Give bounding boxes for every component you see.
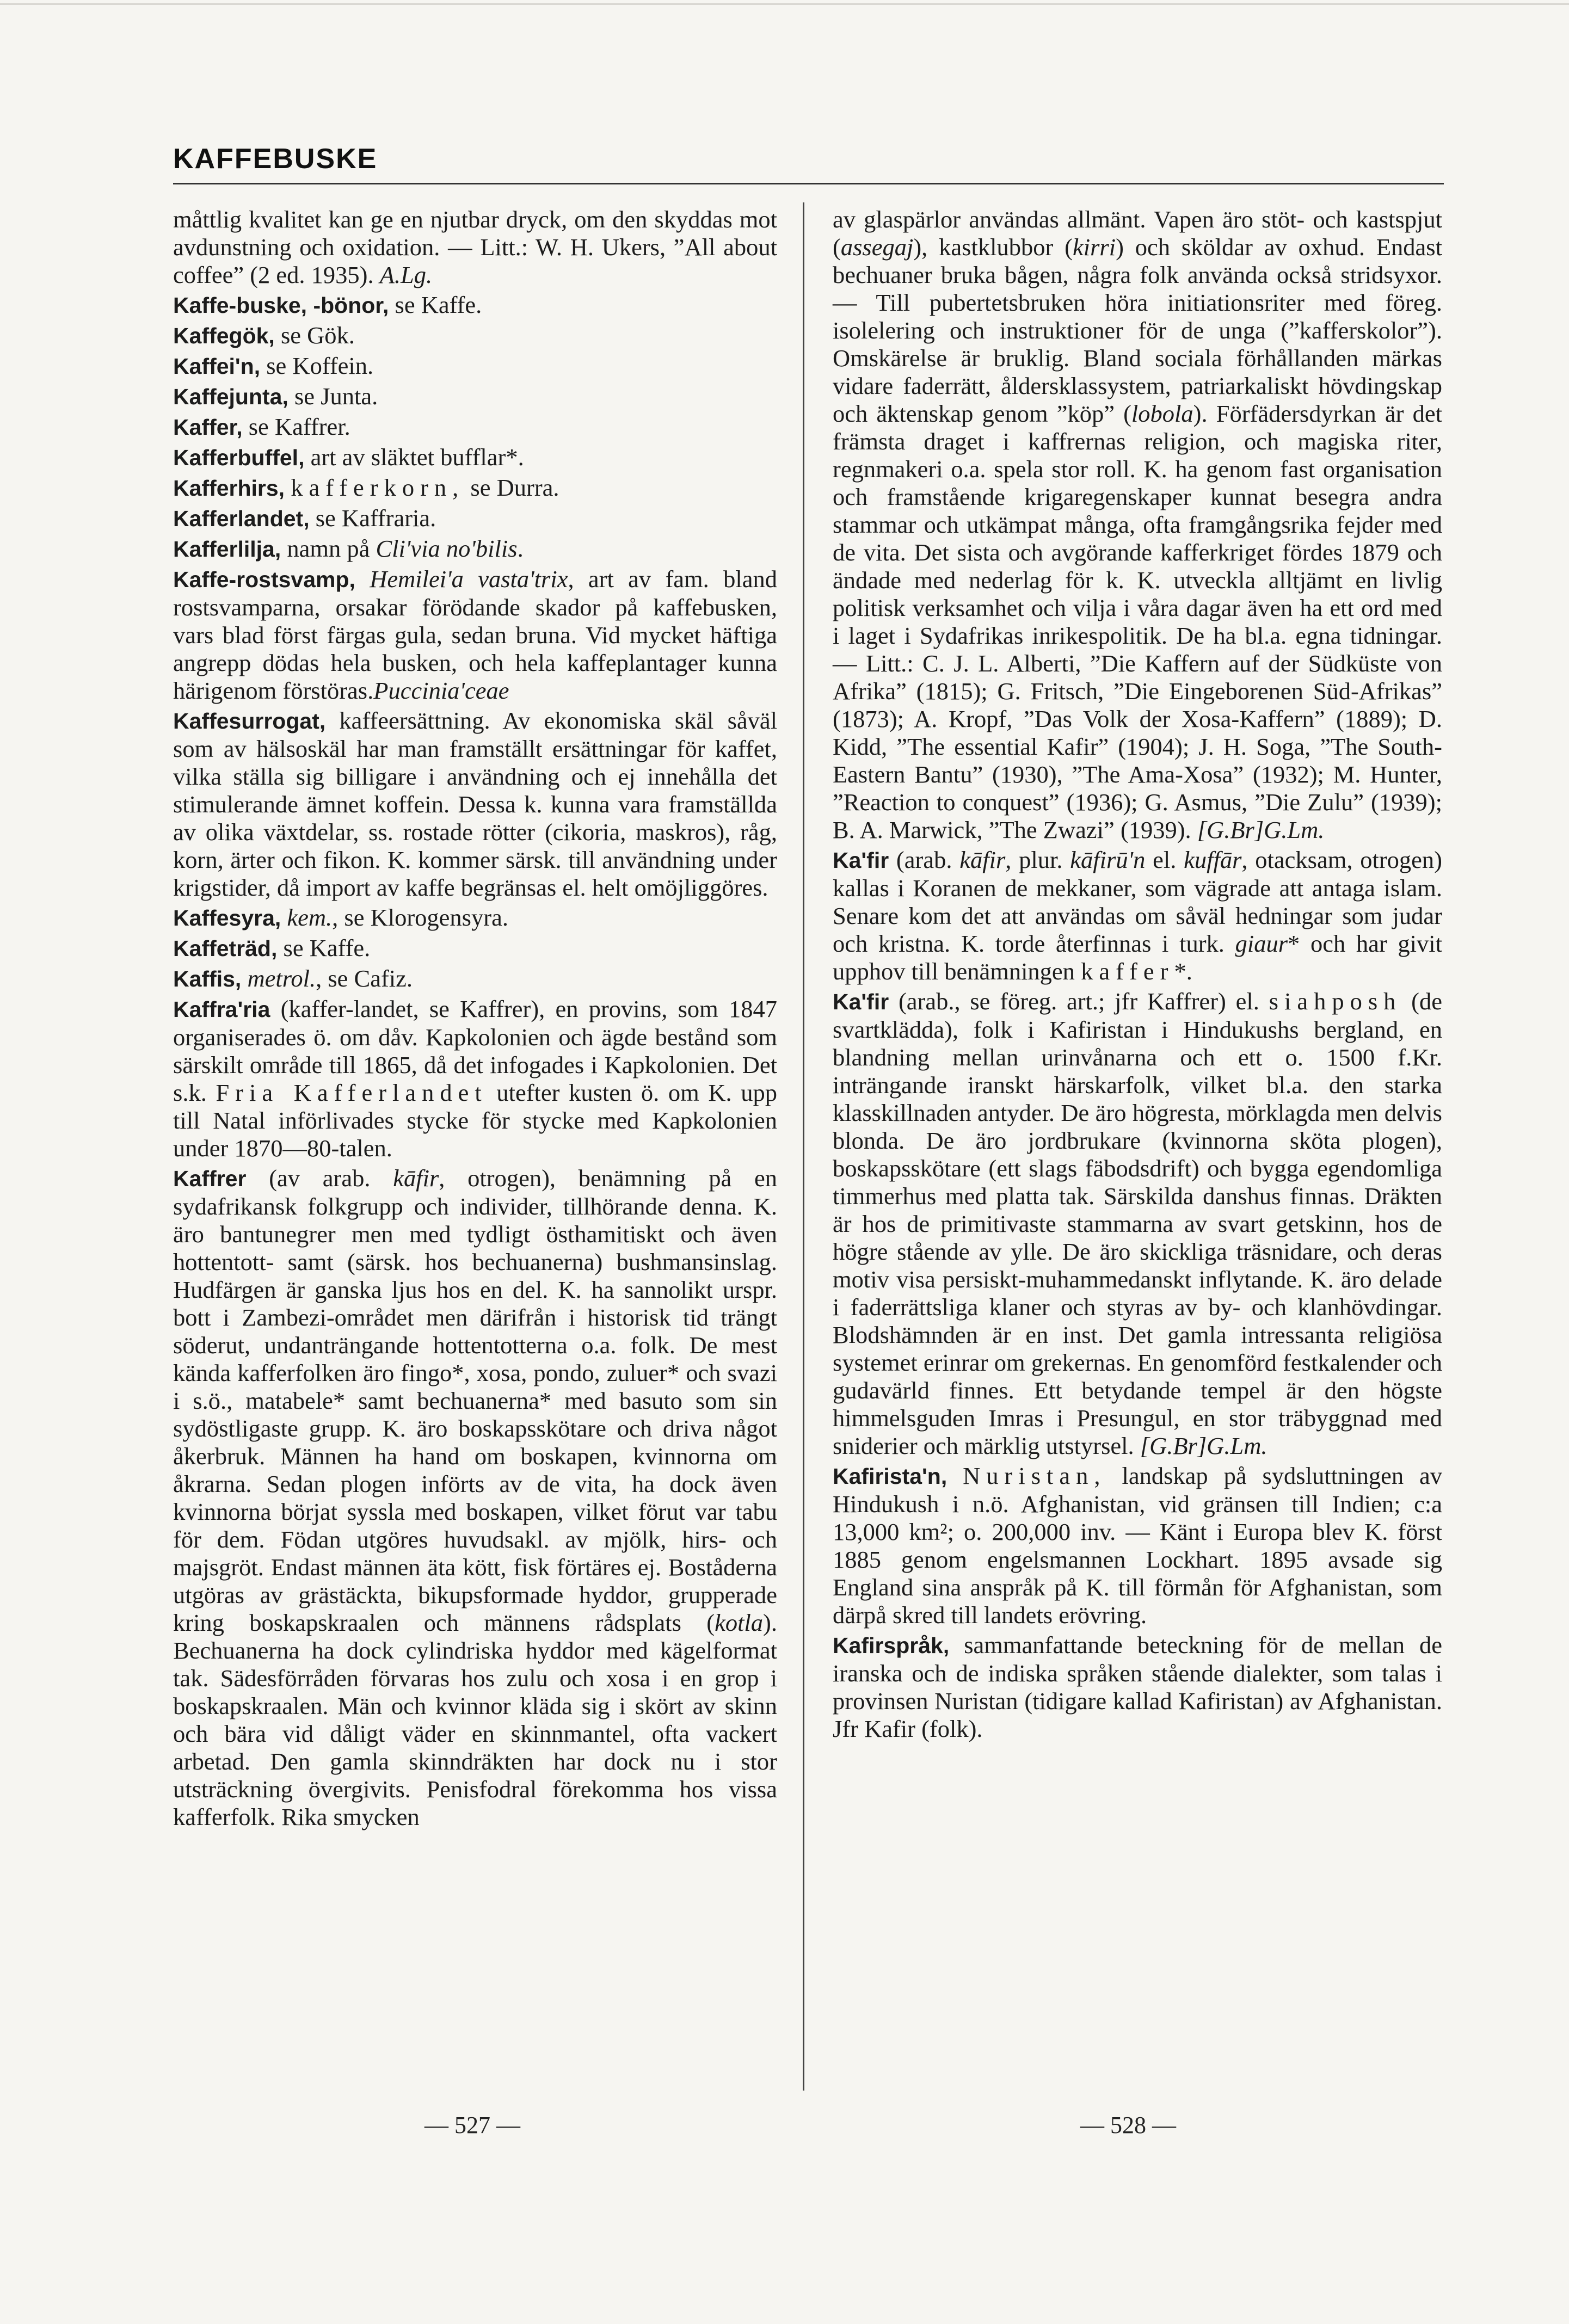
- entry-italic-text: kotla: [715, 1609, 764, 1636]
- entry-spaced-text: siahposh: [1269, 988, 1402, 1015]
- entry-headword: Kaffrer: [173, 1166, 247, 1191]
- entry-text: måttlig kvalitet kan ge en njutbar dryck, om den skyddas mot avdunstning och oxidation. — Litt.: W. H. Ukers, ”All about coffee” (2 ed. 1935).: [173, 206, 777, 288]
- dictionary-entry: [173, 443, 777, 472]
- entry-italic-text: kem.: [287, 904, 333, 931]
- dictionary-entry: [173, 904, 777, 932]
- entry-italic-text: assegaj: [840, 233, 914, 261]
- entry-text: sammanfattande beteckning för de mellan de iranska och de indiska språken stående dialekter, som talas i provinsen Nuristan (tidigare kallad Kafiristan) av Afghanistan. Jfr Kafir (folk).: [833, 1631, 1442, 1742]
- entry-text: ). Förfädersdyrkan är det främsta draget i kaffrernas religion, och magiska riter, regnmakeri o.a. spela stor roll. K. ha genom fast organisation och framstående krigaregenskaper kunnat besegra andra stammar och utkämpat många, ofta framgångsrika fejder med de vita. Det sista och avgörande kafferkriget fördes 1879 och ändade med nederlag för k. K. utveckla alltjämt en livlig politisk verksamhet och vilja i våra dagar även ha ett ord med i laget i Sydafrikas inrikespolitik. De ha bl.a. egna tidningar. — Litt.: C. J. L. Alberti, ”Die Kaffern auf der Südküste von Afrika” (1815); G. Fritsch, ”Die Eingeborenen Süd-Afrikas” (1873); A. Kropf, ”Das Volk der Xosa-Kaffern” (1889); D. Kidd, ”The essential Kafir” (1904); J. H. Soga, ”The South-Eastern Bantu” (1930), ”The Ama-Xosa” (1932); M. Hunter, ”Reaction to conquest” (1936); G. Asmus, ”Die Zulu” (1939); B. A. Marwick, ”The Zwazi” (1939).: [833, 400, 1442, 843]
- entry-headword: Kafirspråk,: [833, 1633, 950, 1658]
- entry-text: se Kaffe.: [389, 291, 482, 318]
- entry-text: el.: [1145, 846, 1184, 873]
- entry-italic-text: Puccinia'ceae: [373, 677, 509, 704]
- entry-text: [285, 474, 291, 501]
- dictionary-entry: [173, 1164, 777, 1831]
- entry-text: se Kaffrer.: [242, 413, 350, 440]
- entry-spaced-text: Nuristan,: [963, 1462, 1106, 1489]
- dictionary-entry: [833, 846, 1442, 985]
- entry-text: [947, 1462, 963, 1489]
- entry-headword: Kafirista'n,: [833, 1464, 947, 1489]
- entry-italic-text: kāfir: [959, 846, 1006, 873]
- entry-text: , art av fam.: [568, 565, 724, 593]
- entry-text: (arab., se föreg. art.; jfr Kaffrer) el.: [889, 988, 1269, 1015]
- entry-text: (de svartklädda), folk i Kafiristan i Hindukushs bergland, en blandning mellan urinvånarna och ett o. 1500 f.Kr. inträngande iranskt härskarfolk, vilket bl.a. den starka klasskillnaden antyder. De äro högresta, mörklagda men delvis blonda. De äro jordbrukare (kvinnorna sköta plogen), boskapsskötare (ett slags fäbodsdrift) och bygga egendomliga timmerhus med platta tak. Särskilda danshus finnas. Dräkten är hos de primitivaste stammarna av svart getskinn, hos de högre stående av ylle. De äro skickliga träsnidare, och deras motiv visa persiskt-muhammedanskt inflytande. K. äro delade i faderrättsliga klaner och styras av by- och klanhövdingar. Blodshämnden är en inst. Det gamla intressanta religiösa systemet erinrar om grekernas. En genomförd festkalender och gudavärld finnes. Ett betydande tempel är den högste himmelsguden Imras i Presungul, en stor träbyggnad med sniderier och märklig utstyrsel.: [833, 988, 1442, 1459]
- entry-italic-text: kirri: [1072, 233, 1116, 261]
- entry-text: kaffeersättning. Av ekonomiska skäl såväl som av hälsoskäl har man framställt ersättningar för kaffet, vilka ställa sig billigare i användning och ej innehålla det stimulerande ämnet koffein. Dessa k. kunna vara framställda av olika växtdelar, ss. rostade rötter (cikoria, maskros), råg, korn, ärter och fikon. K. kommer särsk. till användning under krigstider, då import av kaffe begränsas el. helt omöjliggöres.: [173, 707, 777, 901]
- dictionary-entry: [173, 995, 777, 1162]
- author-signature: A.Lg.: [379, 261, 433, 288]
- entry-text: ) och sköldar av oxhud. Endast bechuaner bruka bågen, några folk använda också stridsyxor. — Till pubertetsbruken höra initiationsriter med föreg. isolelering och instruktioner för de unga (”kafferskolor”). Omskärelse är bruklig. Bland sociala förhållanden märkas vidare faderrätt, åldersklassystem, patriarkaliskt hövdingskap och äktenskap genom ”köp” (: [833, 233, 1442, 427]
- page-number-right: — 528 —: [1080, 2112, 1176, 2138]
- entry-text: *.: [1174, 958, 1192, 985]
- entry-spaced-text: kafferkorn,: [291, 474, 465, 501]
- column-divider: [803, 202, 804, 2091]
- top-edge-rule: [0, 3, 1569, 5]
- entry-spaced-text: kaffer: [1081, 958, 1174, 985]
- entry-text: , plur.: [1005, 846, 1070, 873]
- dictionary-entry: [173, 206, 777, 289]
- entry-text: utefter kusten ö. om K. upp till Natal införlivades stycke för stycke med Kapkolonien under 1870—80-talen.: [173, 1079, 777, 1162]
- dictionary-entry: [173, 383, 777, 411]
- entry-text: se Koffein.: [260, 352, 374, 379]
- entry-text: se Junta.: [288, 383, 378, 410]
- entry-text: [281, 904, 287, 931]
- dictionary-entry: [173, 474, 777, 502]
- entry-italic-text: lobola: [1131, 400, 1193, 427]
- entry-headword: Kaffeträd,: [173, 936, 278, 961]
- entry-text: bland rostsvamparna, orsakar förödande skador på kaffebusken, vars blad först färgas gula, sedan bruna. Vid mycket häftiga angrepp dödas hela busken, och hela kaffeplantager kunna härigenom förstöras.: [173, 565, 777, 704]
- entry-headword: Kaffra'ria: [173, 997, 270, 1022]
- author-signature: [G.Br]G.Lm.: [1197, 816, 1325, 843]
- entry-text: * och har givit upphov till benämningen: [833, 930, 1442, 985]
- entry-italic-text: metrol.: [247, 965, 316, 992]
- header-rule: [173, 183, 1444, 184]
- entry-text: art av släktet bufflar*.: [304, 443, 524, 471]
- running-head: KAFFEBUSKE: [173, 143, 378, 175]
- dictionary-entry: [173, 352, 777, 380]
- dictionary-entry: [173, 504, 777, 533]
- entry-text: , se Cafiz.: [316, 965, 413, 992]
- dictionary-entry: [173, 413, 777, 441]
- entry-text: , otrogen), benämning på en sydafrikansk folkgrupp och individer, tillhörande denna. K. äro bantunegrer men med tydligt östhamitiskt och även hottentott- samt (särsk. hos bechuanerna) bushmansinslag. Hudfärgen är ganska ljus hos en del. K. ha sannolikt urspr. bott i Zambezi-området men därifrån i historisk tid trängt söderut, undanträngande hottentotterna o.a. folk. De mest kända kafferfolken äro fingo*, xosa, pondo, zuluer* och svazi i s.ö., matabele* samt bechuanerna* med basuto som sin sydöstligaste grupp. K. äro boskapsskötare och driva något åkerbruk. Männen ha hand om boskapen, kvinnorna om åkrarna. Sedan plogen införts av de vita, ha dock även kvinnorna börjat syssla med boskapen, vilket förut var tabu för dem. Födan utgöres huvudsakl. av mjölk, hirs- och majsgröt. Endast männen äta kött, fisk förtäres ej. Boståderna utgöras av grästäckta, bikupsformade hyddor, grupperade kring boskapskraalen och männens rådsplats (: [173, 1164, 777, 1636]
- entry-headword: Kaffegök,: [173, 323, 275, 348]
- right-column: [833, 206, 1442, 1743]
- dictionary-entry: [833, 1462, 1442, 1629]
- entry-headword: Kaffesurrogat,: [173, 708, 326, 733]
- entry-headword: Kaffei'n,: [173, 354, 261, 379]
- dictionary-entry: [173, 565, 777, 705]
- dictionary-entry: [173, 707, 777, 902]
- entry-headword: Kafferbuffel,: [173, 445, 305, 470]
- entry-text: [355, 565, 370, 593]
- entry-text: , otacksam, otrogen) kallas i Koranen de mekkaner, som vägrade att antaga islam. Senare kom det att användas om såväl hedningar som judar och kristna. K. torde återfinnas i turk.: [833, 846, 1442, 957]
- dictionary-entry: [173, 934, 777, 963]
- dictionary-entry: [173, 535, 777, 563]
- entry-text: landskap på sydsluttningen av Hindukush i n.ö. Afghanistan, vid gränsen till Indien; c:a 13,000 km²; o. 200,000 inv. — Känt i Europa blev K. först 1885 genom engelsmannen Lockhart. 1895 avsade sig England sina anspråk på K. till förmån för Afghanistan, som därpå skred till landets erövring.: [833, 1462, 1443, 1629]
- dictionary-entry: [833, 1631, 1442, 1743]
- entry-text: (kaffer-landet, se Kaffrer), en provins, som 1847 organiserades ö. om dåv. Kapkolonien och ägde bestånd som särskilt område till 1865, då det infogades i Kapkolonien. Det s.k.: [173, 995, 777, 1106]
- entry-italic-text: kāfir: [393, 1164, 439, 1192]
- entry-text: [241, 965, 247, 992]
- entry-text: (av arab.: [246, 1164, 393, 1192]
- entry-headword: Kaffer,: [173, 415, 243, 440]
- entry-text: ), kastklubbor (: [913, 233, 1073, 261]
- dictionary-entry: [173, 291, 777, 319]
- entry-text: se Kaffe.: [277, 934, 371, 961]
- entry-text: se Durra.: [464, 474, 559, 501]
- dictionary-entry: [173, 965, 777, 993]
- entry-headword: Kaffesyra,: [173, 905, 281, 930]
- page-number-left: — 527 —: [424, 2112, 520, 2138]
- dictionary-entry: [833, 206, 1442, 844]
- entry-text: av glaspärlor användas allmänt. Vapen äro stöt- och kastspjut (: [833, 206, 1442, 261]
- entry-headword: Kafferlandet,: [173, 506, 310, 531]
- entry-text: se Kaffraria.: [309, 504, 436, 532]
- entry-italic-text: kuffār: [1184, 846, 1242, 873]
- entry-headword: Kaffejunta,: [173, 384, 288, 409]
- entry-italic-text: kāfirū'n: [1070, 846, 1146, 873]
- entry-text: , se Klorogensyra.: [332, 904, 508, 931]
- entry-spaced-text: Fria Kafferlandet: [216, 1079, 488, 1106]
- entry-text: .: [517, 535, 524, 562]
- entry-italic-text: Cli'via no'bilis: [376, 535, 518, 562]
- entry-headword: Kafferlilja,: [173, 537, 281, 562]
- author-signature: [G.Br]G.Lm.: [1140, 1432, 1267, 1459]
- entry-headword: Kaffe-rostsvamp,: [173, 567, 355, 592]
- dictionary-entry: [173, 322, 777, 350]
- entry-italic-text: Hemilei'a vasta'trix: [370, 565, 568, 593]
- entry-text: ). Bechuanerna ha dock cylindriska hyddor med kägelformat tak. Sädesförråden förvaras hos zulu och xosa i en grop i boskapskraalen. Män och kvinnor kläda sig i skört av skinn och bära vid dåligt väder en skinnmantel, ofta vackert arbetad. Den gamla skinndräkten har dock nu i stor utsträckning övergivits. Penisfodral förekomma hos vissa kafferfolk. Rika smycken: [173, 1609, 777, 1830]
- entry-text: se Gök.: [274, 322, 355, 349]
- entry-headword: Ka'fir: [833, 989, 889, 1014]
- entry-text: (arab.: [889, 846, 960, 873]
- entry-headword: Kaffe-buske, -bönor,: [173, 293, 389, 318]
- dictionary-entry: [833, 988, 1442, 1460]
- entry-text: namn på: [281, 535, 376, 562]
- entry-italic-text: giaur: [1235, 930, 1288, 957]
- entry-headword: Kaffis,: [173, 966, 242, 991]
- left-column: [173, 206, 777, 1831]
- entry-headword: Kafferhirs,: [173, 476, 285, 501]
- entry-headword: Ka'fir: [833, 848, 889, 873]
